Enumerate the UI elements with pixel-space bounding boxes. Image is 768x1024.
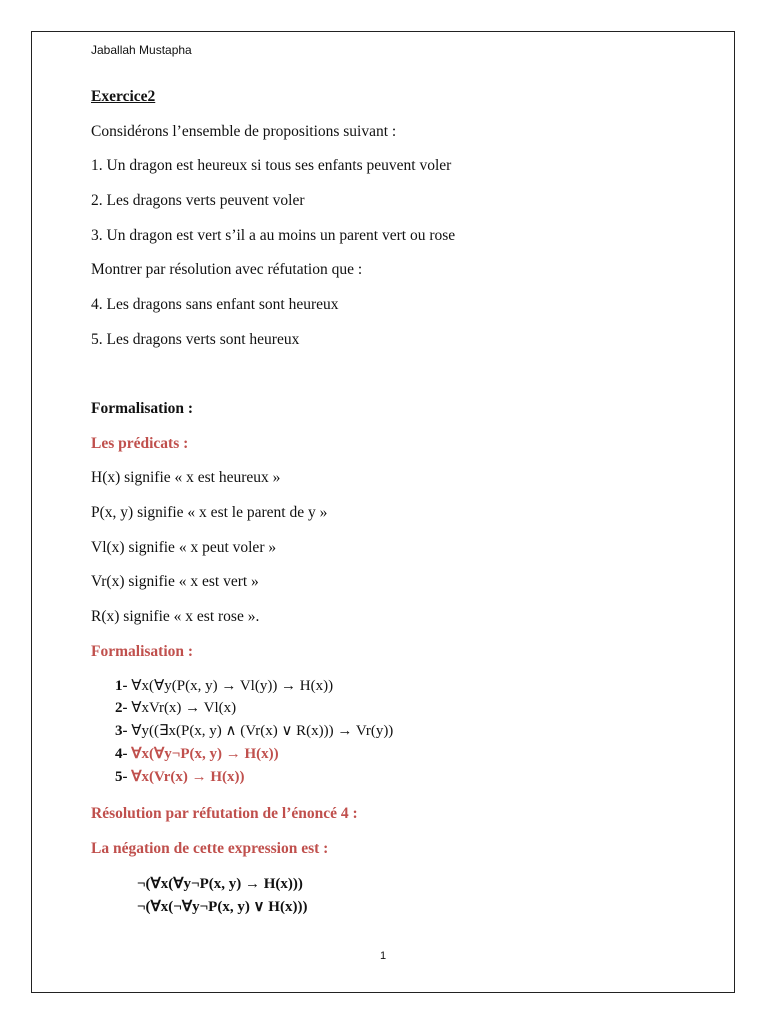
predicate-h: H(x) signifie « x est heureux » xyxy=(91,469,281,486)
formula-expression: ∀x(Vr(x) → H(x)) xyxy=(131,769,245,785)
formula-number: 2- xyxy=(115,700,128,716)
proposition-1: 1. Un dragon est heureux si tous ses enfants peuvent voler xyxy=(91,157,452,174)
predicate-vl: Vl(x) signifie « x peut voler » xyxy=(91,539,277,556)
exercise-intro: Considérons l’ensemble de propositions suivant : xyxy=(91,123,397,140)
formula-number: 1- xyxy=(115,678,128,694)
negation-line-2: ¬(∀x(¬∀y¬P(x, y) ∨ H(x))) xyxy=(137,899,308,915)
formula-number: 5- xyxy=(115,769,128,785)
page-number: 1 xyxy=(380,950,387,962)
predicates-heading: Les prédicats : xyxy=(91,435,189,452)
predicate-r: R(x) signifie « x est rose ». xyxy=(91,608,260,625)
proposition-2: 2. Les dragons verts peuvent voler xyxy=(91,192,305,209)
formalisation-heading: Formalisation : xyxy=(91,400,194,417)
formula-number: 3- xyxy=(115,723,128,739)
formula-3 xyxy=(115,724,393,739)
formula-expression: ∀y((∃x(P(x, y) ∧ (Vr(x) ∨ R(x))) → Vr(y)) xyxy=(131,723,394,739)
proposition-3: 3. Un dragon est vert s’il a au moins un parent vert ou rose xyxy=(91,227,456,244)
formula-number: 4- xyxy=(115,746,128,762)
formula-4 xyxy=(115,747,279,762)
exercise-task: Montrer par résolution avec réfutation que : xyxy=(91,261,363,278)
negation-heading: La négation de cette expression est : xyxy=(91,840,329,857)
formal-heading: Formalisation : xyxy=(91,643,194,660)
negation-line-1: ¬(∀x(∀y¬P(x, y) → H(x))) xyxy=(137,876,303,892)
goal-5: 5. Les dragons verts sont heureux xyxy=(91,331,300,348)
predicate-p: P(x, y) signifie « x est le parent de y » xyxy=(91,504,328,521)
goal-4: 4. Les dragons sans enfant sont heureux xyxy=(91,296,339,313)
formula-expression: ∀x(∀y¬P(x, y) → H(x)) xyxy=(131,746,279,762)
header-author: Jaballah Mustapha xyxy=(91,43,192,57)
resolution-heading: Résolution par réfutation de l’énoncé 4 : xyxy=(91,805,358,822)
predicate-vr: Vr(x) signifie « x est vert » xyxy=(91,573,259,590)
exercise-title: Exercice2 xyxy=(91,88,156,105)
formula-expression: ∀x(∀y(P(x, y) → Vl(y)) → H(x)) xyxy=(131,678,334,694)
formula-1 xyxy=(115,679,333,694)
formula-2 xyxy=(115,701,236,716)
formula-expression: ∀xVr(x) → Vl(x) xyxy=(131,700,237,716)
formula-5 xyxy=(115,770,245,785)
